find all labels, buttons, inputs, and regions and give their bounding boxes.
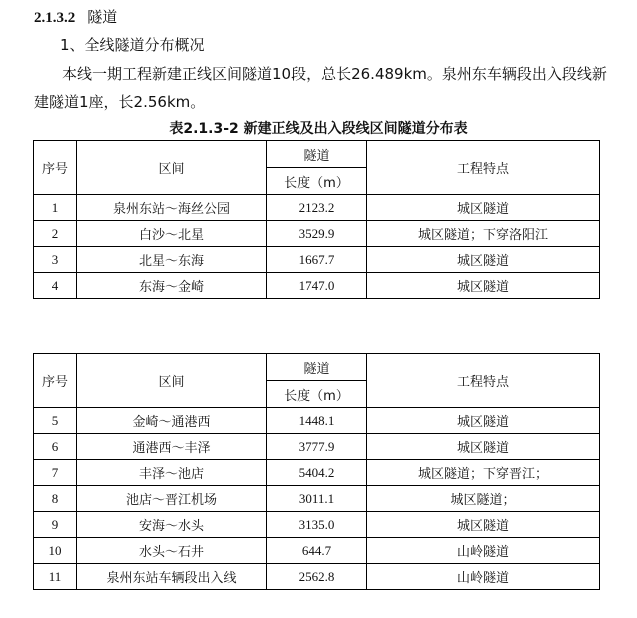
table-caption: 表2.1.3-2 新建正线及出入段线区间隧道分布表: [169, 121, 468, 137]
cell-seq: 10: [34, 538, 77, 564]
cell-feature: 城区隧道；下穿洛阳江: [367, 221, 600, 247]
tunnel-table-part2: [33, 353, 600, 590]
cell-feature: 山岭隧道: [367, 538, 600, 564]
header-seq: 序号: [34, 141, 77, 195]
table-row: [34, 434, 600, 460]
cell-section: 水头～石井: [77, 538, 267, 564]
header-length: 长度（m）: [267, 381, 367, 408]
cell-seq: 5: [34, 408, 77, 434]
table-row: [34, 460, 600, 486]
cell-section: 通港西～丰泽: [77, 434, 267, 460]
header-tunnel-group: 隧道: [267, 354, 367, 381]
cell-section: 泉州东站～海丝公园: [77, 195, 267, 221]
cell-length: 1747.0: [267, 273, 367, 299]
cell-section: 东海～金崎: [77, 273, 267, 299]
table-row: [34, 564, 600, 590]
cell-section: 丰泽～池店: [77, 460, 267, 486]
table-row: [34, 538, 600, 564]
section-title: 隧道: [87, 8, 118, 26]
cell-length: 2123.2: [267, 195, 367, 221]
header-feature: 工程特点: [367, 354, 600, 408]
cell-feature: 城区隧道: [367, 195, 600, 221]
cell-length: 644.7: [267, 538, 367, 564]
section-heading: [34, 6, 117, 27]
header-section: 区间: [77, 354, 267, 408]
cell-section: 泉州东站车辆段出入线: [77, 564, 267, 590]
table-row: [34, 273, 600, 299]
table-row: [34, 408, 600, 434]
table1-body: [34, 141, 600, 299]
cell-feature: 城区隧道: [367, 434, 600, 460]
cell-seq: 4: [34, 273, 77, 299]
table-header-row: [34, 354, 600, 381]
cell-seq: 1: [34, 195, 77, 221]
cell-section: 金崎～通港西: [77, 408, 267, 434]
table-header-row: [34, 141, 600, 168]
header-section: 区间: [77, 141, 267, 195]
cell-feature: 城区隧道；下穿晋江；: [367, 460, 600, 486]
cell-feature: 城区隧道: [367, 247, 600, 273]
cell-seq: 7: [34, 460, 77, 486]
cell-feature: 山岭隧道: [367, 564, 600, 590]
cell-seq: 6: [34, 434, 77, 460]
header-length: 长度（m）: [267, 168, 367, 195]
table-row: [34, 195, 600, 221]
cell-feature: 城区隧道: [367, 408, 600, 434]
table-row: [34, 512, 600, 538]
cell-length: 3135.0: [267, 512, 367, 538]
cell-section: 白沙～北星: [77, 221, 267, 247]
table-row: [34, 247, 600, 273]
summary-paragraph: 本线一期工程新建正线区间隧道10段，总长26.489km。泉州东车辆段出入段线新建隧道1座，长2.56km。: [34, 65, 607, 111]
subheading: 1、全线隧道分布概况: [60, 36, 205, 54]
table2-body: [34, 354, 600, 590]
cell-length: 1667.7: [267, 247, 367, 273]
cell-length: 1448.1: [267, 408, 367, 434]
cell-length: 3529.9: [267, 221, 367, 247]
cell-feature: 城区隧道: [367, 273, 600, 299]
cell-seq: 8: [34, 486, 77, 512]
cell-length: 2562.8: [267, 564, 367, 590]
table-row: [34, 221, 600, 247]
cell-feature: 城区隧道: [367, 512, 600, 538]
cell-seq: 11: [34, 564, 77, 590]
cell-length: 3777.9: [267, 434, 367, 460]
cell-seq: 9: [34, 512, 77, 538]
section-number: 2.1.3.2: [34, 10, 76, 26]
tunnel-table-part1: [33, 140, 600, 299]
cell-seq: 2: [34, 221, 77, 247]
cell-section: 北星～东海: [77, 247, 267, 273]
cell-feature: 城区隧道；: [367, 486, 600, 512]
cell-seq: 3: [34, 247, 77, 273]
cell-length: 3011.1: [267, 486, 367, 512]
header-feature: 工程特点: [367, 141, 600, 195]
header-tunnel-group: 隧道: [267, 141, 367, 168]
table-row: [34, 486, 600, 512]
cell-section: 池店～晋江机场: [77, 486, 267, 512]
cell-length: 5404.2: [267, 460, 367, 486]
cell-section: 安海～水头: [77, 512, 267, 538]
header-seq: 序号: [34, 354, 77, 408]
